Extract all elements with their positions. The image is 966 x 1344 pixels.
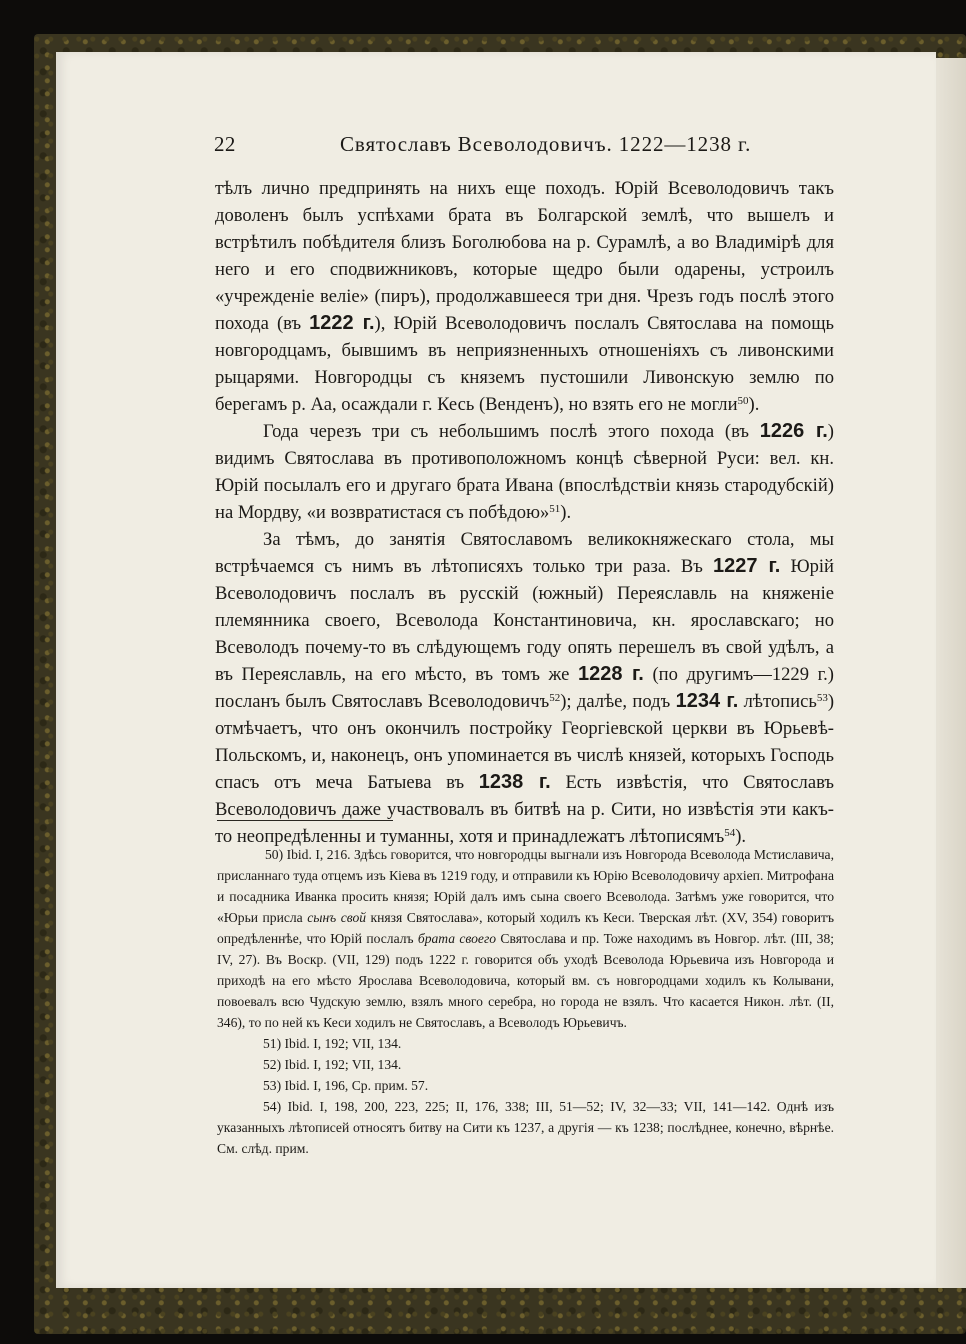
footnote-ref-51: 51 [549,503,561,515]
footnotes [217,844,834,1159]
year-1227: 1227 г. [712,555,781,577]
footnote-divider [217,820,393,821]
footnote-54: 54) Ibid. I, 198, 200, 223, 225; II, 176, 338; III, 51—52; IV, 32—33; VII, 141—142. Однѣ изъ указанныхъ лѣтописей относятъ битву на Сити къ 1237, а другія — къ 1238; послѣднее, конечно, вѣрнѣе. См. слѣд. прим. [217,1099,834,1156]
footnote-52: 52) Ibid. I, 192; VII, 134. [263,1057,402,1072]
main-text [215,175,834,850]
footnote-ref-54: 54 [724,827,736,839]
footnote-50: 50) Ibid. I, 216. Здѣсь говорится, что новгородцы выгнали изъ Новгорода Всеволода Мстиславича, присланнаго туда отцемъ изъ Кіева въ 1219 году, и отправили къ Юрію Всеволодовичу архіеп. Митрофана и посадника Иванка просить князя; Юрій далъ имъ сына своего Всеволода. Затѣмъ уже говорится, что «Юрьи присла сынъ свой князя Святослава», который ходилъ къ Кеси. Тверская лѣт. (XV, 354) говоритъ опредѣленнѣе, что Юрій послалъ брата своего Святослава и пр. Тоже находимъ въ Новгор. лѣт. (III, 38; IV, 27). Въ Воскр. (VII, 129) подъ 1222 г. говорится объ уходѣ Всеволода Юрьевича изъ Новгорода и приходѣ на его мѣсто Ярослава Всеволодовича, который вм. съ новгородцами ходилъ къ Колывани, повоевалъ всю Чудскую землю, взялъ много серебра, но города не взялъ. Что касается Никон. лѣт. (II, 346), то по ней къ Кеси ходилъ не Святославъ, а Всеволодъ Юрьевичъ. [217,847,835,1030]
year-1226: 1226 г. [759,420,828,442]
paragraph-2: Года черезъ три съ небольшимъ послѣ этого похода (въ 1226 г.) видимъ Святослава въ противоположномъ концѣ сѣверной Руси: вел. кн. Юрій посылалъ его и другаго брата Ивана (впослѣдствіи князь стародубскій) на Мордву, «и возвратистася съ побѣдою»$^{51}$). [215,420,834,523]
footnote-ref-53: 53 [816,692,828,704]
chapter-title: Святославъ Всеволодовичъ. 1222—1238 г. [340,132,752,156]
footnote-51: 51) Ibid. I, 192; VII, 134. [263,1036,402,1051]
footnote-ref-52: 52 [549,692,561,704]
year-1238: 1238 г. [478,771,551,793]
paragraph-3: За тѣмъ, до занятія Святославомъ великокняжескаго стола, мы встрѣчаемся съ нимъ въ лѣтописяхъ только три раза. Въ 1227 г. Юрій Всеволодовичъ послалъ въ русскій (южный) Переяславль на княженіе племянника своего, Всеволода Константиновича, кн. ярославскаго; но Всеволодъ почему-то въ слѣдующемъ году опять перешелъ въ свой удѣлъ, а въ Переяславль, на его мѣсто, въ томъ же 1228 г. (по другимъ—1229 г.) посланъ былъ Святославъ Всеволодовичъ$^{52}$); далѣе, подъ 1234 г. лѣтопись$^{53}$) отмѣчаетъ, что онъ окончилъ постройку Георгіевской церкви въ Юрьевѣ-Польскомъ, и, наконецъ, онъ упоминается въ числѣ князей, которыхъ Господь спасъ отъ меча Батыева въ 1238 г. Есть извѣстія, что Святославъ Всеволодовичъ даже участвовалъ въ битвѣ на р. Сити, но извѣстія эти какъ-то неопредѣленны и туманны, хотя и принадлежатъ лѣтописямъ$^{54}$). [215,529,835,847]
year-1234: 1234 г. [675,690,739,712]
footnote-53: 53) Ibid. I, 196, Ср. прим. 57. [263,1078,429,1093]
year-1222: 1222 г. [309,312,375,334]
paragraph-1: тѣлъ лично предпринять на нихъ еще походъ. Юрій Всеволодовичъ такъ доволенъ былъ успѣхами брата въ Болгарской землѣ, что вышелъ и встрѣтилъ побѣдителя близъ Боголюбова на р. Сурамлѣ, а во Владимірѣ для него и его сподвижниковъ, которые щедро были одарены, устроилъ «учрежденіе веліе» (пиръ), продолжавшееся три дня. Чрезъ годъ послѣ этого похода (въ 1222 г.), Юрій Всеволодовичъ послалъ Святослава на помощь новгородцамъ, бывшимъ въ неприязненныхъ отношеніяхъ съ ливонскими рыцарями. Новгородцы съ княземъ пустошили Ливонскую землю по берегамъ р. Аа, осаждали г. Кесь (Венденъ), но взять его не могли$^{50}$). [215,178,834,415]
footnote-ref-50: 50 [737,395,749,407]
page-number: 22 [214,132,236,156]
book-page [56,52,936,1288]
year-1228: 1228 г. [577,663,644,685]
